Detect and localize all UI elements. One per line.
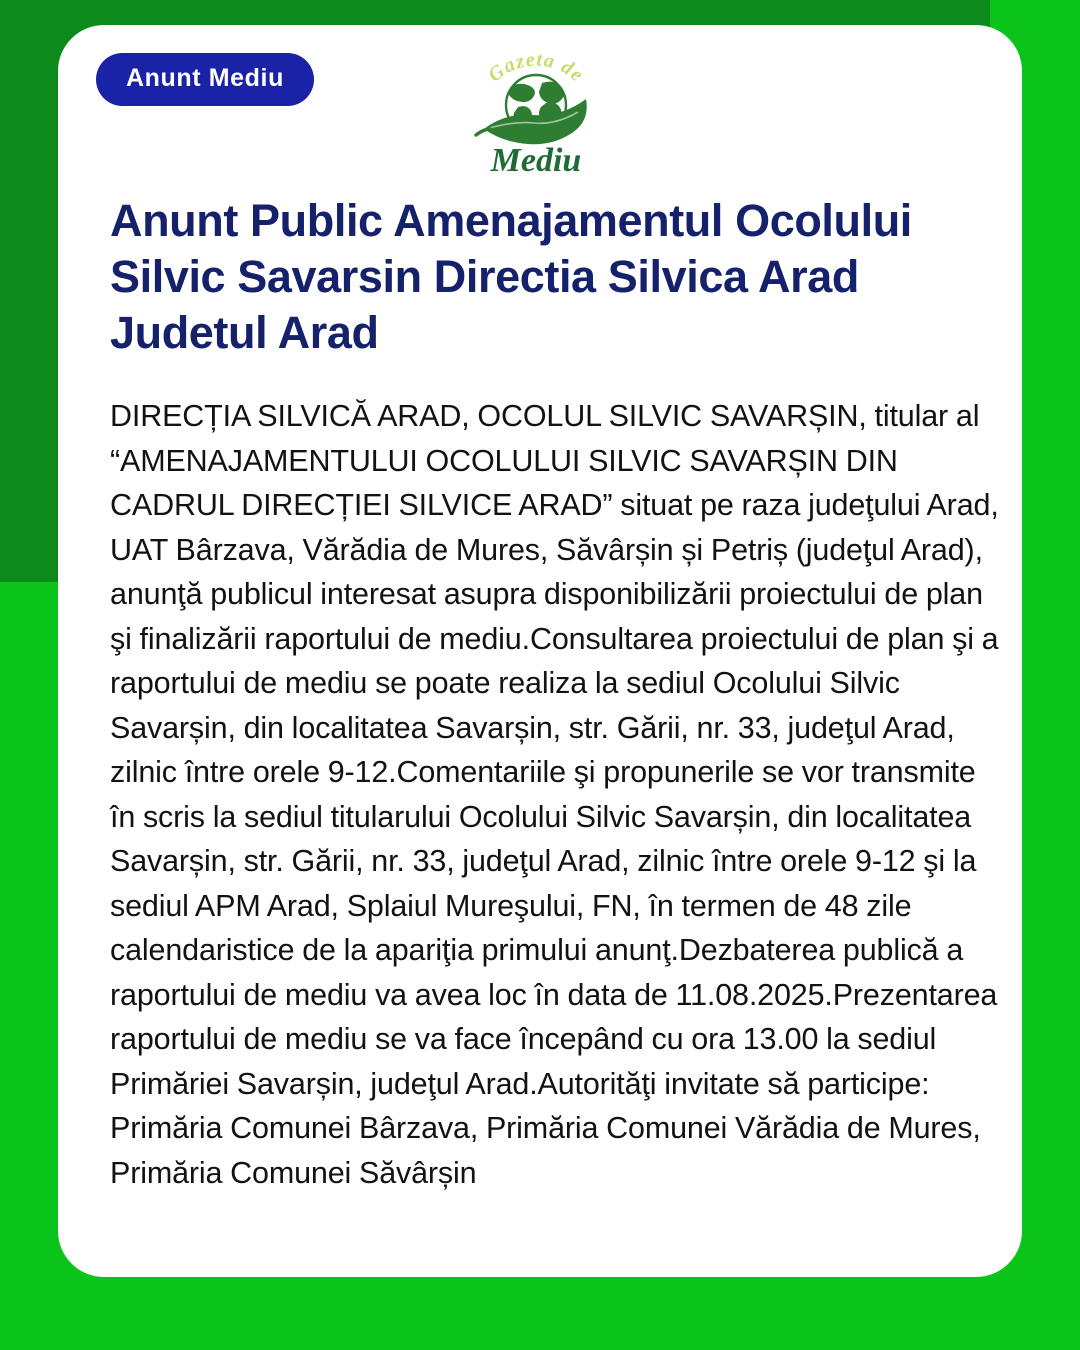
logo-bottom-text: Mediu [490, 142, 582, 177]
logo-top-text: Gazeta de [484, 48, 589, 87]
page-title: Anunt Public Amenajamentul Ocolului Silvic Savarsin Directia Silvica Arad Judetul Arad [110, 195, 912, 358]
card-header [58, 25, 1022, 175]
gazeta-de-mediu-logo [466, 37, 606, 177]
announcement-card [58, 25, 1022, 1277]
category-badge[interactable]: Anunt Mediu [96, 53, 314, 106]
announcement-body-text: DIRECȚIA SILVICĂ ARAD, OCOLUL SILVIC SAVARȘIN, titular al “AMENAJAMENTULUI OCOLULUI SILVIC SAVARȘIN DIN CADRUL DIRECȚIEI SILVICE ARAD” situat pe raza judeţului Arad, UAT Bârzava, Vărădia de Mures, Săvârșin și Petriș (judeţul Arad), anunţă publicul interesat asupra disponibilizării proiectului de plan şi finalizării raportului de mediu.Consultarea proiectului de plan şi a raportului de mediu se poate realiza la sediul Ocolului Silvic Savarșin, din localitatea Savarșin, str. Gării, nr. 33, judeţul Arad, zilnic între orele 9-12.Comentariile şi propunerile se vor transmite în scris la sediul titularului Ocolului Silvic Savarșin, din localitatea Savarșin, str. Gării, nr. 33, judeţul Arad, zilnic între orele 9-12 şi la sediul APM Arad, Splaiul Mureşului, FN, în termen de 48 zile calendaristice de la apariţia primului anunţ.Dezbaterea publică a raportului de mediu va avea loc în data de 11.08.2025.Prezentarea raportului de mediu se va face începând cu ora 13.00 la sediul Primăriei Savarșin, judeţul Arad.Autorităţi invitate să participe: Primăria Comunei Bârzava, Primăria Comunei Vărădia de Mures, Primăria Comunei Săvârșin [110, 399, 999, 1190]
